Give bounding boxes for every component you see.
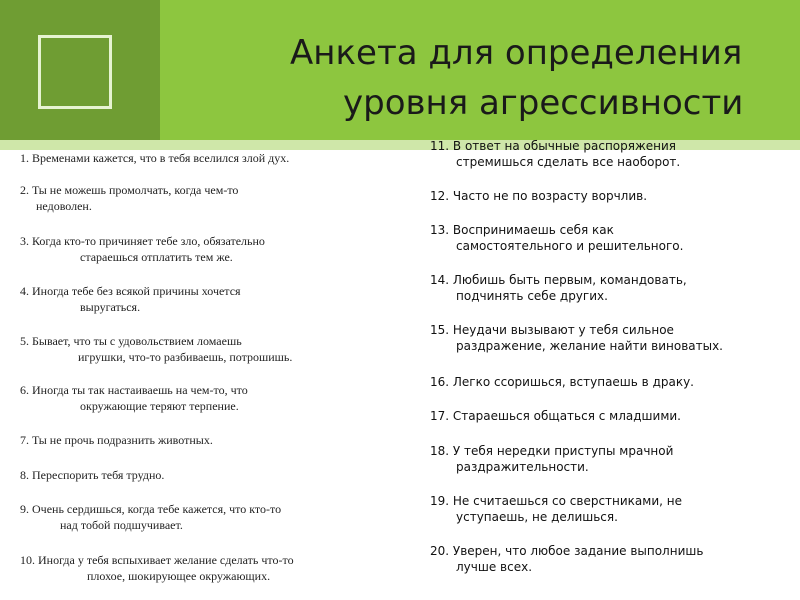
question-text: 1. Временами кажется, что в тебя вселился злой дух. [20, 151, 290, 165]
question-text-continued: недоволен. [36, 199, 92, 213]
question-text: 3. Когда кто-то причиняет тебе зло, обязательно [20, 234, 265, 248]
question-item [20, 333, 292, 365]
question-text: 13. Воспринимаешь себя как [430, 223, 614, 237]
question-text-continued: выругаться. [80, 300, 141, 314]
question-item [20, 501, 281, 533]
question-text-continued: раздражение, желание найти виноватых. [456, 339, 723, 353]
question-item [430, 374, 694, 390]
question-item [430, 408, 681, 424]
question-text: 14. Любишь быть первым, командовать, [430, 273, 687, 287]
slide-title-line1: Анкета для определения [290, 33, 743, 73]
question-text-continued: стараешься отплатить тем же. [80, 250, 233, 264]
question-item [430, 543, 703, 575]
question-text: 10. Иногда у тебя вспыхивает желание сделать что-то [20, 553, 294, 567]
decorative-square-outline [38, 35, 112, 109]
question-item [430, 443, 673, 475]
question-text: 7. Ты не прочь подразнить животных. [20, 433, 213, 447]
question-text: 11. В ответ на обычные распоряжения [430, 139, 677, 153]
slide-title-line2: уровня агрессивности [343, 83, 744, 123]
question-text: 18. У тебя нередки приступы мрачной [430, 444, 674, 458]
question-text-continued: окружающие теряют терпение. [80, 399, 239, 413]
question-item [20, 150, 289, 166]
question-item [430, 188, 647, 204]
question-item [430, 138, 680, 170]
question-item [20, 382, 248, 414]
question-text: 8. Переспорить тебя трудно. [20, 468, 165, 482]
question-text-continued: плохое, шокирующее окружающих. [87, 569, 271, 583]
question-text: 12. Часто не по возрасту ворчлив. [430, 189, 648, 203]
question-text-continued: стремишься сделать все наоборот. [456, 155, 681, 169]
question-text-continued: над тобой подшучивает. [60, 518, 183, 532]
question-item [430, 272, 687, 304]
question-text: 15. Неудачи вызывают у тебя сильное [430, 323, 674, 337]
question-item [20, 182, 238, 214]
slide-title [270, 28, 780, 128]
question-item [430, 322, 723, 354]
question-text-continued: лучше всех. [456, 560, 533, 574]
question-text: 16. Легко ссоришься, вступаешь в драку. [430, 375, 694, 389]
question-text-continued: самостоятельного и решительного. [456, 239, 684, 253]
question-item [20, 283, 241, 315]
question-text: 2. Ты не можешь промолчать, когда чем-то [20, 183, 239, 197]
question-text: 5. Бывает, что ты с удовольствием ломаешь [20, 334, 242, 348]
question-text-continued: раздражительности. [456, 460, 589, 474]
question-text-continued: игрушки, что-то разбиваешь, потрошишь. [78, 350, 293, 364]
question-text-continued: уступаешь, не делишься. [456, 510, 618, 524]
question-text-continued: подчинять себе других. [456, 289, 608, 303]
question-text: 6. Иногда ты так настаиваешь на чем-то, что [20, 383, 248, 397]
question-item [20, 467, 164, 483]
question-item [430, 222, 683, 254]
question-item [20, 552, 294, 584]
question-item [20, 233, 265, 265]
question-text: 19. Не считаешься со сверстниками, не [430, 494, 682, 508]
question-text: 17. Стараешься общаться с младшими. [430, 409, 681, 423]
question-text: 9. Очень сердишься, когда тебе кажется, что кто-то [20, 502, 282, 516]
question-item [20, 432, 213, 448]
question-item [430, 493, 682, 525]
question-text: 20. Уверен, что любое задание выполнишь [430, 544, 704, 558]
question-text: 4. Иногда тебе без всякой причины хочется [20, 284, 241, 298]
